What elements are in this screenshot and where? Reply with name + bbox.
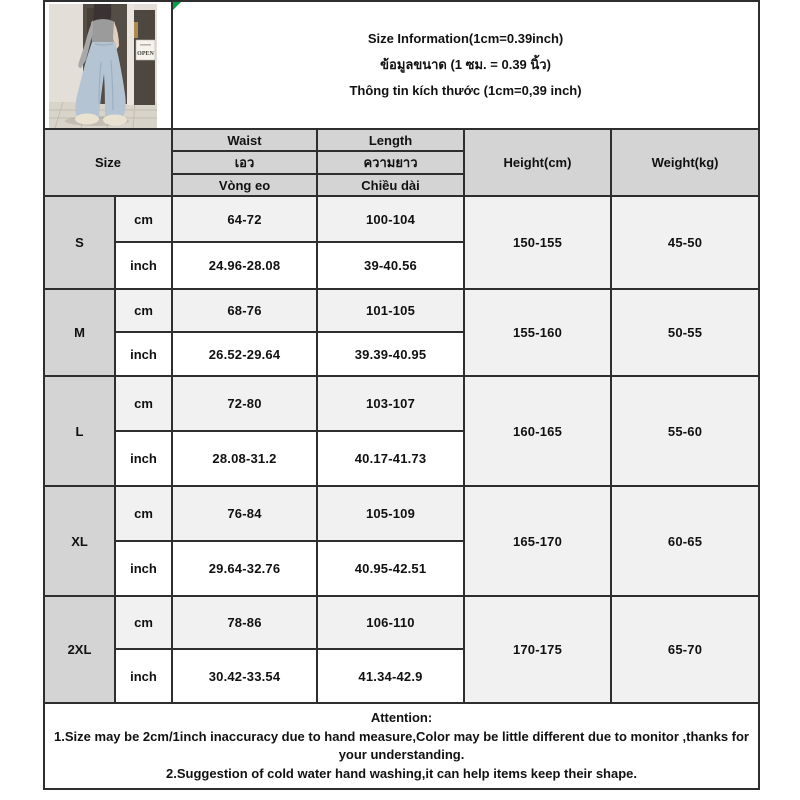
waist-inch-s: 24.96-28.08 xyxy=(172,242,317,289)
title-th: ข้อมูลขนาด (1 ซม. = 0.39 นิ้ว) xyxy=(380,57,551,72)
length-cm-l: 103-107 xyxy=(317,376,464,431)
waist-inch-m: 26.52-29.64 xyxy=(172,332,317,376)
waist-cm-2xl: 78-86 xyxy=(172,596,317,649)
header-waist-en: Waist xyxy=(172,129,317,151)
model-shoe-right xyxy=(103,114,127,125)
unit-cm: cm xyxy=(115,486,172,541)
length-cm-xl: 105-109 xyxy=(317,486,464,541)
unit-inch: inch xyxy=(115,242,172,289)
header-waist-vi: Vòng eo xyxy=(172,174,317,196)
open-sign-label: OPEN xyxy=(137,50,154,57)
door-frame xyxy=(127,4,134,105)
title-en: Size Information(1cm=0.39inch) xyxy=(367,31,564,46)
table-row-l-cm xyxy=(44,376,759,431)
length-inch-l: 40.17-41.73 xyxy=(317,431,464,486)
waist-inch-xl: 29.64-32.76 xyxy=(172,541,317,596)
height-2xl: 170-175 xyxy=(464,596,611,703)
product-photo xyxy=(49,4,157,128)
unit-inch: inch xyxy=(115,649,172,703)
table-row-s-cm xyxy=(44,196,759,242)
length-inch-m: 39.39-40.95 xyxy=(317,332,464,376)
length-inch-s: 39-40.56 xyxy=(317,242,464,289)
weight-2xl: 65-70 xyxy=(611,596,759,703)
unit-inch: inch xyxy=(115,541,172,596)
height-m: 155-160 xyxy=(464,289,611,376)
weight-m: 50-55 xyxy=(611,289,759,376)
waist-inch-l: 28.08-31.2 xyxy=(172,431,317,486)
size-table xyxy=(43,0,760,790)
table-row-xl-cm xyxy=(44,486,759,541)
attention-line-2: 2.Suggestion of cold water hand washing,it can help items keep their shape. xyxy=(166,765,638,781)
unit-cm: cm xyxy=(115,289,172,332)
unit-inch: inch xyxy=(115,332,172,376)
title-vi: Thông tin kích thước (1cm=0,39 inch) xyxy=(349,83,582,98)
model-shoe-left xyxy=(75,113,99,124)
length-cm-2xl: 106-110 xyxy=(317,596,464,649)
open-sign xyxy=(136,40,155,60)
weight-xl: 60-65 xyxy=(611,486,759,596)
header-size: Size xyxy=(44,129,172,196)
height-xl: 165-170 xyxy=(464,486,611,596)
model-top xyxy=(91,19,115,44)
header-weight: Weight(kg) xyxy=(611,129,759,196)
table-row-2xl-cm xyxy=(44,596,759,649)
waist-cm-m: 68-76 xyxy=(172,289,317,332)
header-waist-th: เอว xyxy=(172,151,317,174)
attention-note xyxy=(44,703,759,789)
weight-l: 55-60 xyxy=(611,376,759,486)
waist-cm-xl: 76-84 xyxy=(172,486,317,541)
unit-cm: cm xyxy=(115,376,172,431)
size-label-s: S xyxy=(44,196,115,289)
weight-s: 45-50 xyxy=(611,196,759,289)
size-label-m: M xyxy=(44,289,115,376)
unit-cm: cm xyxy=(115,196,172,242)
table-row-m-cm xyxy=(44,289,759,332)
attention-line-1: 1.Size may be 2cm/1inch inaccuracy due to hand measure,Color may be little different due to monitor ,thanks for your understanding. xyxy=(54,728,749,762)
length-inch-xl: 40.95-42.51 xyxy=(317,541,464,596)
header-length-th: ความยาว xyxy=(317,151,464,174)
attention-heading: Attention: xyxy=(370,710,433,725)
unit-inch: inch xyxy=(115,431,172,486)
size-label-l: L xyxy=(44,376,115,486)
height-l: 160-165 xyxy=(464,376,611,486)
size-chart-sheet xyxy=(43,0,760,790)
door-handle-icon xyxy=(134,22,138,38)
title-cell xyxy=(172,1,759,129)
waist-cm-s: 64-72 xyxy=(172,196,317,242)
size-label-xl: XL xyxy=(44,486,115,596)
product-photo-cell xyxy=(44,1,172,129)
waist-cm-l: 72-80 xyxy=(172,376,317,431)
size-label-2xl: 2XL xyxy=(44,596,115,703)
waist-inch-2xl: 30.42-33.54 xyxy=(172,649,317,703)
header-length-vi: Chiều dài xyxy=(317,174,464,196)
length-cm-m: 101-105 xyxy=(317,289,464,332)
header-height: Height(cm) xyxy=(464,129,611,196)
height-s: 150-155 xyxy=(464,196,611,289)
header-length-en: Length xyxy=(317,129,464,151)
cell-corner-marker-icon xyxy=(173,2,181,10)
unit-cm: cm xyxy=(115,596,172,649)
length-inch-2xl: 41.34-42.9 xyxy=(317,649,464,703)
length-cm-s: 100-104 xyxy=(317,196,464,242)
